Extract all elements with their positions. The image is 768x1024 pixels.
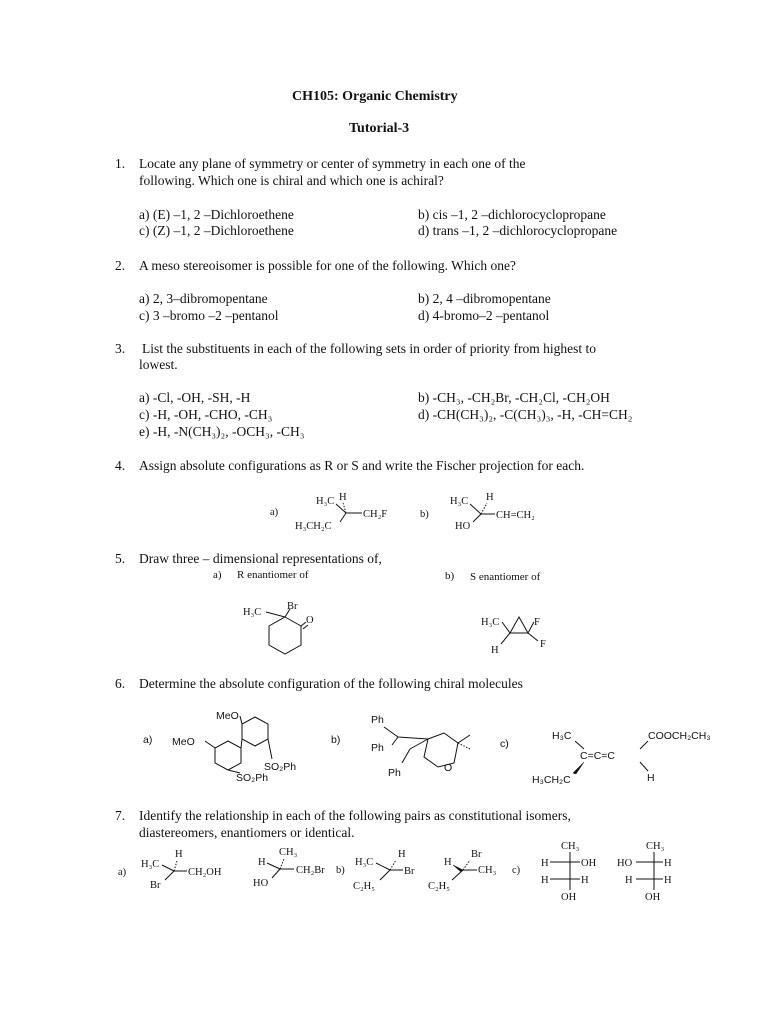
h-text: H: [258, 857, 266, 868]
course-title: CH105: Organic Chemistry: [292, 89, 458, 104]
h-text: H: [491, 645, 499, 656]
hash-bond: [174, 861, 177, 871]
so2ph-text: SO₂Ph: [264, 761, 297, 773]
oh-text: OH: [581, 858, 597, 869]
structure-7a1: [141, 849, 222, 891]
h-text: H: [398, 849, 406, 860]
ring: [424, 733, 458, 767]
structure-7b2: [428, 849, 497, 892]
structure-4a: [295, 492, 387, 532]
biphenyl-structure: [172, 710, 296, 784]
br-text: Br: [404, 866, 415, 877]
h-text: H: [175, 849, 183, 860]
bond: [575, 741, 584, 749]
option-c: c) -H, -OH, -CHO, -CH₃: [139, 407, 273, 422]
h-text: H: [541, 858, 549, 869]
structure-7a2: [253, 847, 325, 889]
h-text: H: [486, 492, 494, 503]
label-b: b): [445, 570, 455, 582]
ch3-text: CH₃: [646, 841, 665, 852]
h-text: H: [664, 858, 672, 869]
h3c-text: H₃C: [316, 496, 335, 507]
allene-structure: [532, 730, 711, 786]
label-b: b): [336, 865, 345, 876]
bond: [268, 739, 272, 759]
question-number: 6.: [115, 676, 126, 691]
question-text: following. Which one is chiral and which one is achiral?: [139, 173, 444, 188]
option-b: b) 2, 4 –dibromopentane: [418, 291, 551, 306]
label-b: b): [331, 734, 341, 746]
hash-bond: [463, 860, 470, 870]
allene-text: C=C=C: [580, 750, 616, 762]
h-text: H: [581, 875, 589, 886]
bond: [458, 735, 470, 743]
hash-bond: [390, 860, 396, 870]
question-text: Determine the absolute configuration of the following chiral molecules: [139, 676, 523, 691]
bond: [267, 863, 280, 869]
question-number: 5.: [115, 551, 126, 566]
fischer-projection-1: [541, 841, 597, 903]
h-text: H: [444, 857, 452, 868]
meo-text: MeO: [172, 736, 195, 748]
ho-text: HO: [253, 878, 269, 889]
bond: [640, 741, 648, 749]
ring: [242, 717, 268, 746]
question-text: Draw three – dimensional representations of,: [139, 551, 382, 566]
tutorial-title: Tutorial-3: [349, 121, 410, 136]
ho-text: HO: [617, 858, 633, 869]
oh-text: OH: [561, 892, 577, 903]
bond: [501, 633, 510, 644]
bond: [502, 622, 510, 633]
question-number: 7.: [115, 808, 126, 823]
prompt-a: R enantiomer of: [237, 569, 309, 581]
bond: [165, 871, 174, 880]
cyclohexanone-structure: [243, 601, 314, 654]
wedge-bond: [573, 762, 584, 774]
label-a: a): [270, 507, 279, 518]
ho-text: HO: [455, 521, 471, 532]
h3c-text: H₃C: [243, 607, 262, 618]
option-d: d) -CH(CH₃)₂, -C(CH₃)₃, -H, -CH=CH₂: [418, 407, 633, 422]
question-text: A meso stereoisomer is possible for one of the following. Which one?: [139, 258, 516, 273]
br-text: Br: [287, 601, 298, 612]
bond: [241, 739, 242, 748]
question-number: 3.: [115, 341, 126, 356]
ch2f-text: CH₂F: [363, 509, 388, 520]
option-d: d) 4-bromo–2 –pentanol: [418, 308, 550, 323]
ph-text: Ph: [371, 714, 384, 726]
bond: [380, 870, 390, 880]
bond: [266, 612, 285, 617]
option-c: c) (Z) –1, 2 –Dichloroethene: [139, 223, 294, 238]
option-a: a) -Cl, -OH, -SH, -H: [139, 390, 251, 405]
option-c: c) 3 –bromo –2 –pentanol: [139, 308, 279, 323]
bond: [640, 762, 648, 771]
bond: [410, 739, 428, 749]
ch3-text: CH₃: [561, 841, 580, 852]
label-b: b): [420, 509, 429, 520]
c2h5-text: C₂H₅: [353, 881, 375, 892]
bond: [528, 633, 538, 641]
question-text: Assign absolute configurations as R or S and write the Fischer projection for each.: [139, 458, 585, 473]
bond: [336, 504, 346, 513]
h3c-text: H₃C: [481, 617, 500, 628]
ch3-text: CH₃: [279, 847, 298, 858]
c2h5-text: C₂H₅: [428, 881, 450, 892]
oxygen-text: O: [444, 762, 453, 774]
question-number: 4.: [115, 458, 126, 473]
question-text: Locate any plane of symmetry or center of symmetry in each one of the: [139, 156, 526, 171]
question-text: lowest.: [139, 357, 178, 372]
question-text: List the substituents in each of the following sets in order of priority from highest to: [142, 341, 597, 356]
vinyl-text: CH=CH₂: [496, 510, 535, 521]
h3c-text: H₃C: [552, 730, 572, 742]
option-b: b) -CH₃, -CH₂Br, -CH₂Cl, -CH₂OH: [418, 390, 610, 405]
bond: [473, 514, 481, 522]
h3cch2c-text: H₃CH₂C: [295, 521, 332, 532]
hash-bond: [481, 503, 487, 514]
bond: [340, 513, 346, 522]
bond: [402, 749, 410, 763]
oh-text: OH: [645, 892, 661, 903]
h-text: H: [339, 492, 347, 503]
option-a: a) (E) –1, 2 –Dichloroethene: [139, 207, 294, 222]
h-text: H: [625, 875, 633, 886]
question-number: 1.: [115, 156, 126, 171]
bond: [452, 870, 463, 880]
ph-text: Ph: [388, 767, 401, 779]
br-text: Br: [471, 849, 482, 860]
ester-text: COOCH₂CH₃: [648, 730, 711, 742]
label-a: a): [213, 569, 222, 581]
ethyl-text: H₃CH₂C: [532, 774, 571, 786]
f-text: F: [540, 639, 546, 650]
label-a: a): [143, 734, 153, 746]
option-e: e) -H, -N(CH₃)₂, -OCH₃, -CH₃: [139, 424, 305, 439]
fischer-projection-2: [617, 841, 672, 903]
q5-structures: [0, 595, 768, 675]
label-c: c): [500, 738, 509, 750]
bond: [398, 737, 428, 739]
ph-text: Ph: [371, 742, 384, 754]
bond: [376, 863, 390, 870]
option-a: a) 2, 3–dibromopentane: [139, 291, 268, 306]
oxygen-text: O: [306, 615, 314, 626]
bond: [240, 716, 242, 724]
ch2br-text: CH₂Br: [296, 865, 325, 876]
so2ph-text: SO₂Ph: [236, 772, 269, 784]
q6-structures: [0, 705, 768, 795]
bond: [470, 504, 481, 514]
label-c: c): [512, 865, 521, 876]
h3c-text: H₃C: [450, 496, 469, 507]
bond: [392, 737, 398, 745]
ring: [510, 617, 528, 633]
q7-structures: [0, 835, 768, 915]
question-number: 2.: [115, 258, 126, 273]
h-text: H: [647, 772, 655, 784]
q4-structures: [0, 485, 768, 545]
bond: [162, 865, 174, 871]
option-d: d) trans –1, 2 –dichlorocyclopropane: [418, 223, 618, 238]
option-b: b) cis –1, 2 –dichlorocyclopropane: [418, 207, 606, 222]
bond: [384, 727, 398, 737]
structure-4b: [450, 492, 535, 532]
hash-bond: [280, 859, 284, 869]
f-text: F: [534, 617, 540, 628]
ch3-text: CH₃: [478, 865, 497, 876]
h-text: H: [664, 875, 672, 886]
prompt-b: S enantiomer of: [470, 571, 541, 583]
cyclopropane-structure: [481, 617, 546, 656]
ch2oh-text: CH₂OH: [188, 867, 222, 878]
question-text: diastereomers, enantiomers or identical.: [139, 825, 355, 840]
meo-text: MeO: [216, 710, 239, 722]
h3c-text: H₃C: [141, 859, 160, 870]
bond: [205, 741, 215, 748]
br-text: Br: [150, 880, 161, 891]
ring: [215, 741, 241, 770]
label-a: a): [118, 867, 127, 878]
oxane-structure: [371, 714, 470, 779]
h3c-text: H₃C: [355, 857, 374, 868]
h-text: H: [541, 875, 549, 886]
bond: [272, 869, 280, 878]
question-text: Identify the relationship in each of the following pairs as constitutional isomers,: [139, 808, 571, 823]
structure-7b1: [353, 849, 415, 892]
hash-bond: [458, 743, 470, 749]
ring: [269, 617, 301, 654]
